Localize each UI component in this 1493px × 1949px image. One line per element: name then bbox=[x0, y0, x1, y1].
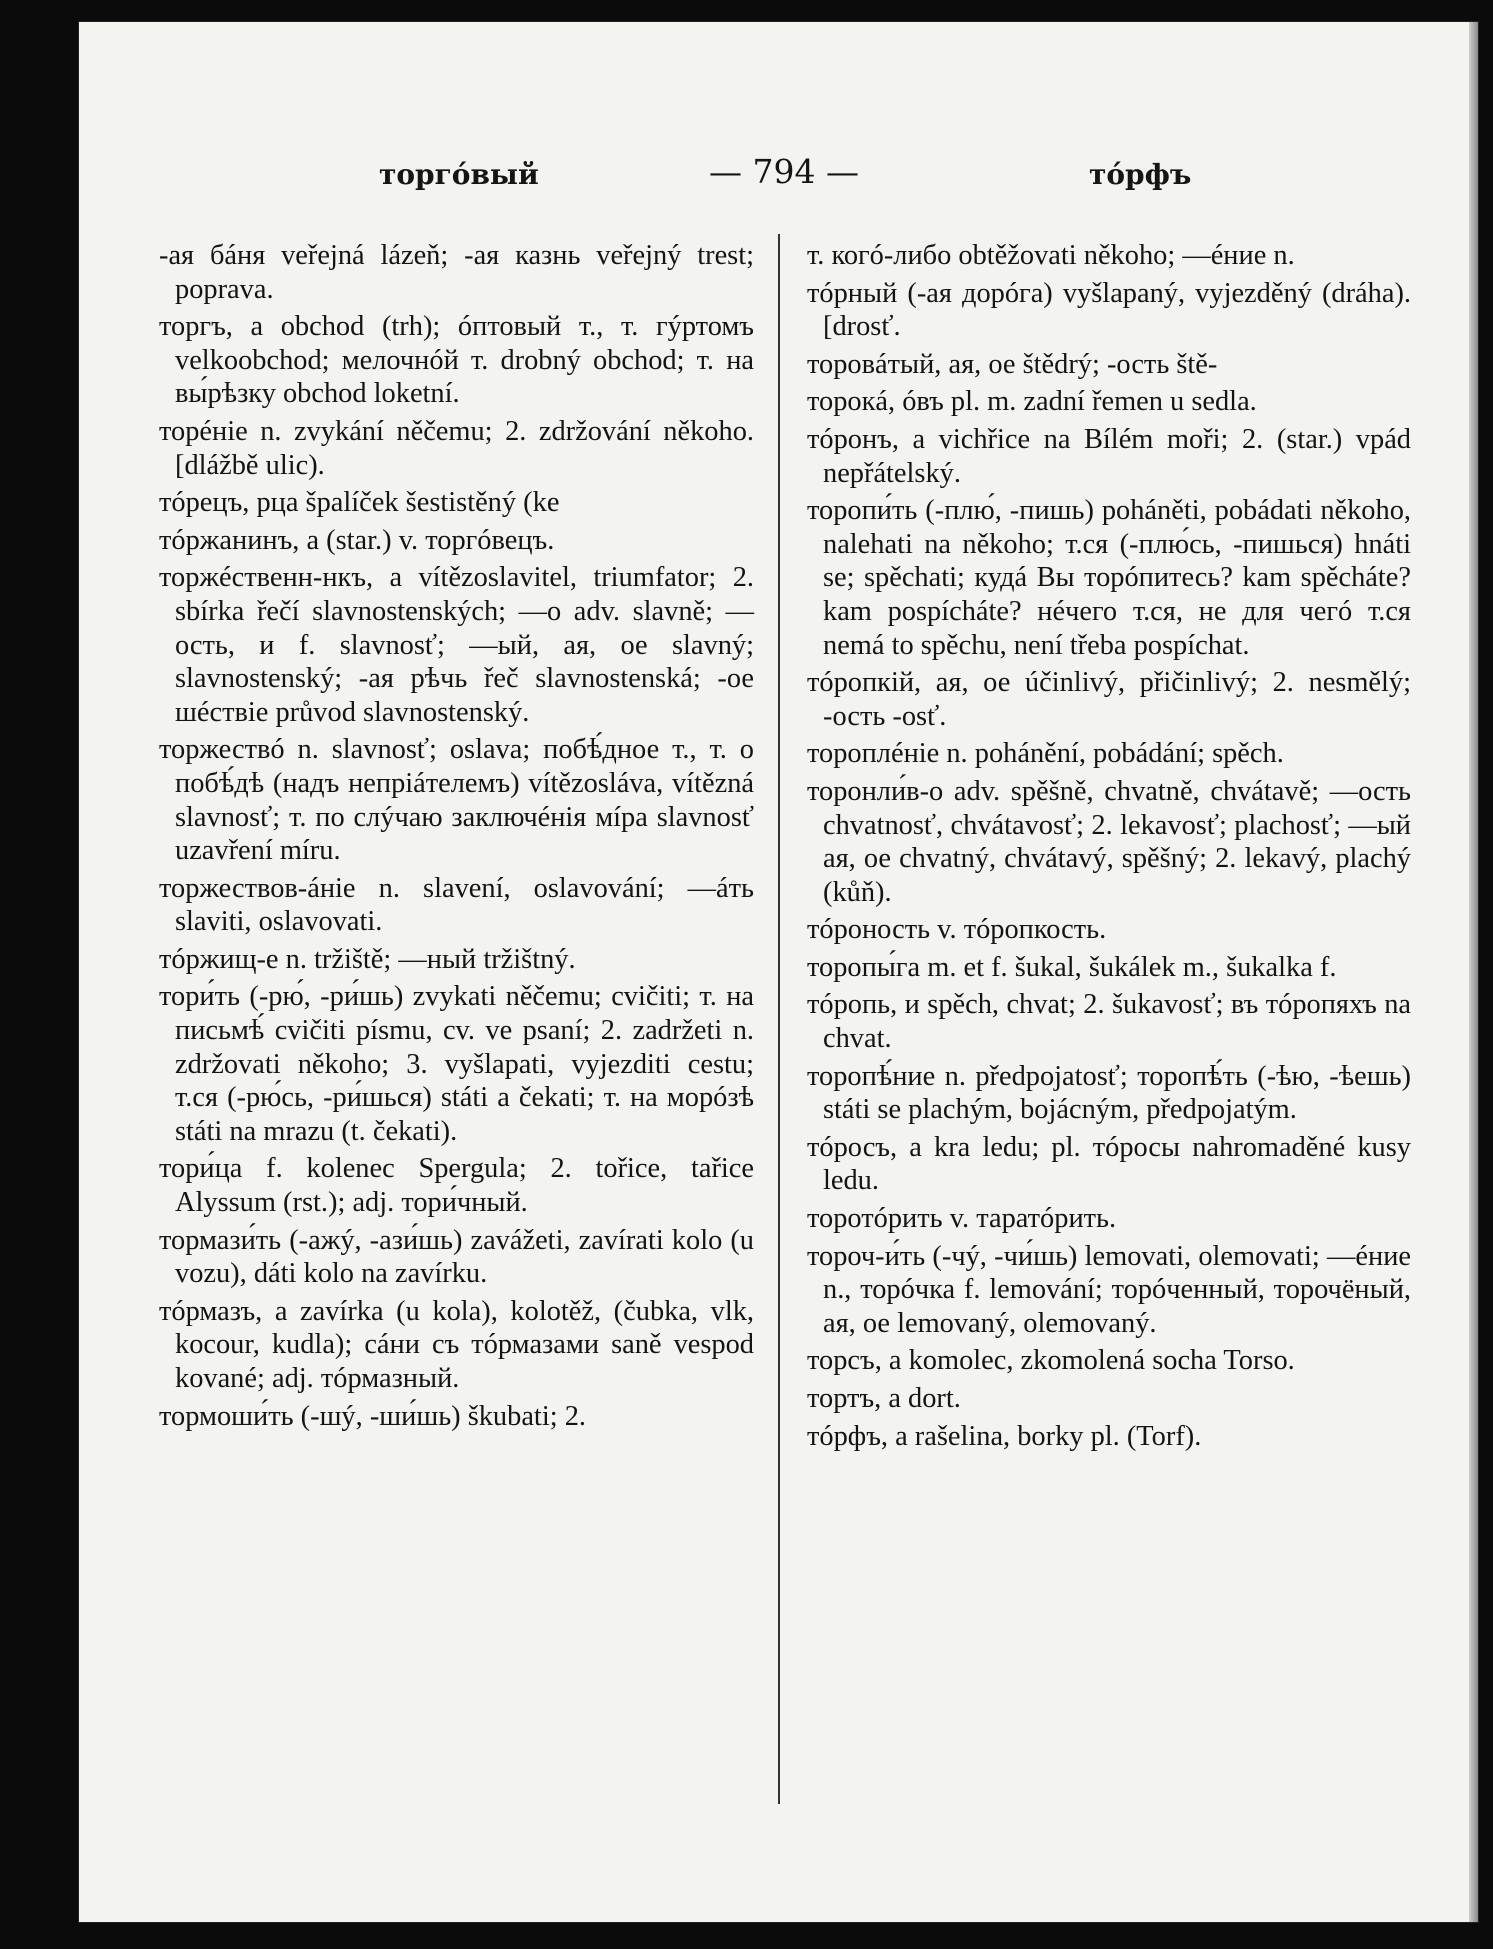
dictionary-entry: тормоши́ть (-шý, -ши́шь) škubati; 2. bbox=[159, 1400, 586, 1432]
dictionary-entry: -ая бáня veřejná lázeň; -ая казнь veřejný trest; poprava. bbox=[159, 240, 754, 305]
dictionary-entry: т. когó-либо obtěžovati někoho; —éние n. bbox=[807, 240, 1295, 271]
dictionary-entry: тори́ть (-рю́, -ри́шь) zvykati něčemu; cvičiti; т. на письмѣ́ cvičiti písmu, cv. ve psaní; 2. zadržeti n. zdržovati někoho; 3. vyšlapati, vyjezditi cestu; т.ся (-рю́сь, -ри́шься) státi a čekati; т. на морóзѣ státi na mrazu (t. čekati). bbox=[159, 981, 754, 1147]
dictionary-entry: тóрецъ, рца špalíček šestistěný (ke bbox=[159, 487, 560, 519]
dictionary-entry: торонли́в-о adv. spěšně, chvatně, chvátavě; —ость chvatnosť, chvátavosť; 2. lekavosť; plachosť; —ый ая, ое chvatný, chvátavý, spěšný; 2. lekavý, plachý (kůň). bbox=[807, 775, 1411, 908]
dictionary-entry: тороплéніе n. pohánění, pobádání; spěch. bbox=[807, 738, 1284, 770]
dictionary-entry: тóрмазъ, a zavírka (u kola), kolotěž, (čubka, vlk, kocour, kudla); сáни съ тóрмазами saně vespod kované; adj. тóрмазный. bbox=[159, 1295, 754, 1394]
page-number: — 794 — bbox=[709, 152, 859, 191]
dictionary-entry: торовáтый, ая, ое štědrý; -ость ště- bbox=[807, 348, 1218, 380]
dictionary-entry: торопѣ́ние n. předpojatosť; торопѣ́ть (-ѣю, -ѣешь) státi se plachým, bojácným, předpojatým. bbox=[807, 1060, 1411, 1126]
dictionary-entry: тóронъ, a vichřice na Bílém moři; 2. (star.) vpád nepřátelský. bbox=[807, 423, 1411, 489]
dictionary-entry: тортъ, a dort. bbox=[807, 1383, 961, 1414]
dictionary-entry: тори́ца f. kolenec Spergula; 2. tořice, tařice Alyssum (rst.); adj. тори́чный. bbox=[159, 1153, 754, 1219]
left-column bbox=[159, 239, 754, 1437]
dictionary-entry: тóрный (-ая дорóга) vyšlapaný, vyjezděný (dráha). [drosť. bbox=[807, 277, 1411, 343]
dictionary-entry: торопи́ть (-плю́, -пишь) poháněti, pobádati někoho, nalehati na někoho; т.ся (-плю́сь, -пишься) hnáti se; spěchati; кудá Вы торóпитесь? kam spěcháte? kam pospícháte? нéчего т.ся, не для чегó т.ся nemá to spěchu, není třeba pospíchat. bbox=[807, 495, 1411, 661]
guide-word-right: тóрфъ bbox=[1089, 158, 1192, 191]
dictionary-entry: торсъ, a komolec, zkomolená socha Torso. bbox=[807, 1345, 1295, 1377]
dictionary-entry: торжествó n. slavnosť; oslava; побѣ́дное т., т. о побѣ́дѣ (надъ непріáтелемъ) vítězosláva, vítězná slavnosť; т. по слýчаю заключéнія мíра slavnosť uzavření míru. bbox=[159, 734, 754, 867]
guide-word-left: торгóвый bbox=[379, 158, 539, 191]
dictionary-entry: торопы́га m. et f. šukal, šukálek m., šukalka f. bbox=[807, 951, 1337, 983]
dictionary-entry: торотóрить v. таратóрить. bbox=[807, 1203, 1117, 1235]
dictionary-entry: тóропь, и spěch, chvat; 2. šukavosť; въ тóропяхъ na chvat. bbox=[807, 989, 1411, 1055]
dictionary-entry: торгъ, a obchod (trh); óптовый т., т. гýртомъ velkoobchod; мелочнóй т. drobný obchod; т. на вы́рѣзку obchod loketní. bbox=[159, 311, 754, 410]
dictionary-entry: тóржанинъ, a (star.) v. торгóвецъ. bbox=[159, 524, 555, 556]
page-edge bbox=[1469, 22, 1478, 1922]
dictionary-entry: торжествов-áніе n. slavení, oslavování; —áть slaviti, oslavovati. bbox=[159, 872, 754, 938]
dictionary-entry: тóросъ, a kra ledu; pl. тóросы nahromaděné kusy ledu. bbox=[807, 1131, 1411, 1197]
dictionary-page bbox=[79, 22, 1478, 1922]
dictionary-entry: тóропкій, ая, ое účinlivý, přičinlivý; 2. nesmělý; -ость -osť. bbox=[807, 667, 1411, 732]
dictionary-entry: тóржищ-е n. tržiště; —ный tržištný. bbox=[159, 943, 576, 975]
right-column bbox=[807, 239, 1411, 1457]
dictionary-entry: торéніе n. zvykání něčemu; 2. zdržování někoho. [dlážbě ulic). bbox=[159, 415, 754, 481]
dictionary-entry: торжéственн-нкъ, a vítězoslavitel, triumfator; 2. sbírka řečí slavnostenských; —о adv. slavně; —ость, и f. slavnosť; —ый, ая, ое slavný; slavnostenský; -ая рѣчь řeč slavnostenská; -ое шéствіе průvod slavnostenský. bbox=[159, 562, 754, 728]
page-header bbox=[79, 142, 1478, 202]
dictionary-entry: торокá, óвъ pl. m. zadní řemen u sedla. bbox=[807, 386, 1257, 418]
dictionary-entry: тóроность v. тóропкость. bbox=[807, 914, 1107, 946]
dictionary-entry: тормази́ть (-ажý, -ази́шь) zavážeti, zavírati kolo (u vozu), dáti kolo na zavírku. bbox=[159, 1224, 754, 1290]
column-divider bbox=[778, 234, 780, 1804]
dictionary-entry: тóрфъ, a rašelina, borky pl. (Torf). bbox=[807, 1420, 1202, 1452]
dictionary-entry: тороч-и́ть (-чý, -чи́шь) lemovati, olemovati; —éние n., торóчка f. lemování; торóченный, торочёный, ая, ое lemovaný, olemovaný. bbox=[807, 1240, 1411, 1339]
